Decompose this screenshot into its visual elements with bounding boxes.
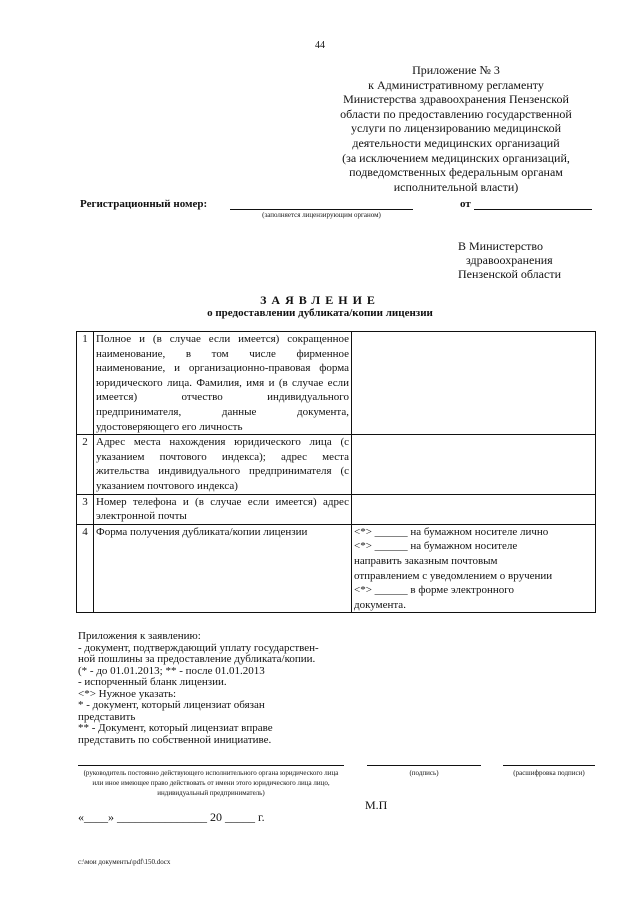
appendix-line: услуги по лицензированию медицинской (351, 121, 561, 136)
appendix-line: (за исключением медицинских организаций, (342, 150, 570, 165)
head-signature-field[interactable] (78, 765, 344, 766)
attachment-line: - документ, подтверждающий уплату государствен- (78, 641, 319, 654)
row-description: Форма получения дубликата/копии лицензии (94, 524, 352, 613)
row-description: Полное и (в случае если имеется) сокращенное наименование, в том числе фирменное наименование, и организационно-правовая форма юридического лица. Фамилия, имя и (в случае если имеется) отчество индивидуального предпринимателя, данные документа, удостоверяющего его личность (94, 332, 352, 435)
stamp-place: М.П (365, 798, 388, 812)
row-number: 4 (77, 524, 94, 613)
attachment-line: * - документ, который лицензиат обязан (78, 699, 265, 711)
row-number: 1 (77, 332, 94, 435)
attachment-line: ** - Документ, который лицензиат вправе (78, 722, 273, 734)
registration-label: Регистрационный номер: (80, 198, 208, 210)
attachment-line: Приложения к заявлению: (78, 630, 201, 642)
delivery-option-line: <*> ______ в форме электронного (354, 584, 514, 597)
attachment-line: представить (78, 710, 136, 723)
appendix-line: деятельности медицинских организаций (352, 135, 560, 150)
file-path-footer: c:\мои документы\pdf\150.docx (78, 858, 171, 866)
recipient-line: В Министерство (458, 239, 543, 253)
signature-decode-field[interactable] (503, 765, 595, 766)
appendix-line: исполнительной власти) (393, 179, 519, 194)
delivery-option-line: отправлением с уведомлением о вручении (354, 569, 553, 582)
signature-hint: (подпись) (409, 769, 439, 777)
head-signature-hint: (руководитель постоянно действующего исполнительного органа юридического лица или иное имеющее право действовать от имени этого юридического лица лицо, индивидуальный предприниматель) (83, 769, 339, 797)
registration-hint: (заполняется лицензирующим органом) (262, 211, 381, 219)
row-value-field[interactable] (352, 332, 596, 435)
attachment-line: <*> Нужное указать: (78, 687, 177, 700)
registration-number-field[interactable] (230, 209, 413, 210)
document-title: ЗАЯВЛЕНИЕ (260, 293, 380, 307)
delivery-option-line: документа. (354, 598, 406, 611)
row-number: 2 (77, 435, 94, 494)
delivery-option-line: <*> ______ на бумажном носителе лично (354, 525, 549, 538)
row-description: Адрес места нахождения юридического лица (с указанием почтового индекса); адрес места жительства индивидуального предпринимателя (с указанием почтового индекса) (94, 435, 352, 494)
delivery-options[interactable] (352, 524, 596, 613)
attachment-line: представить по собственной инициативе. (78, 733, 272, 746)
application-table (76, 331, 596, 613)
signature-field[interactable] (367, 765, 481, 766)
document-subtitle: о предоставлении дубликата/копии лицензии (207, 307, 433, 319)
delivery-option-line: <*> ______ на бумажном носителе (354, 540, 518, 553)
delivery-option-line: направить заказным почтовым (354, 554, 498, 567)
registration-date-field[interactable] (474, 209, 592, 210)
appendix-header (326, 63, 586, 194)
attachments-block (78, 631, 368, 746)
appendix-line: Министерства здравоохранения Пензенской (343, 92, 569, 107)
date-line: «____» _______________ 20 _____ г. (78, 810, 265, 824)
registration-date-label: от (460, 198, 471, 210)
row-description: Номер телефона и (в случае если имеется) адрес электронной почты (94, 494, 352, 524)
appendix-line: области по предоставлению государственной (340, 106, 572, 121)
appendix-line: к Административному регламенту (368, 77, 544, 92)
attachment-line: (* - до 01.01.2013; ** - после 01.01.2013 (78, 664, 265, 677)
page-number: 44 (315, 40, 325, 51)
appendix-line: подведомственных федеральным органам (349, 165, 563, 180)
table-row (77, 494, 596, 524)
attachment-line: ной пошлины за предоставление дубликата/копии. (78, 653, 316, 665)
signature-decode-hint: (расшифровка подписи) (513, 769, 585, 777)
table-row (77, 524, 596, 613)
table-row (77, 332, 596, 435)
attachment-line: - испорченный бланк лицензии. (78, 676, 227, 688)
recipient-block (458, 239, 578, 281)
row-value-field[interactable] (352, 435, 596, 494)
recipient-line: Пензенской области (458, 267, 561, 281)
row-number: 3 (77, 494, 94, 524)
table-row (77, 435, 596, 494)
row-value-field[interactable] (352, 494, 596, 524)
appendix-line: Приложение № 3 (412, 63, 500, 77)
recipient-line: здравоохранения (466, 253, 553, 267)
